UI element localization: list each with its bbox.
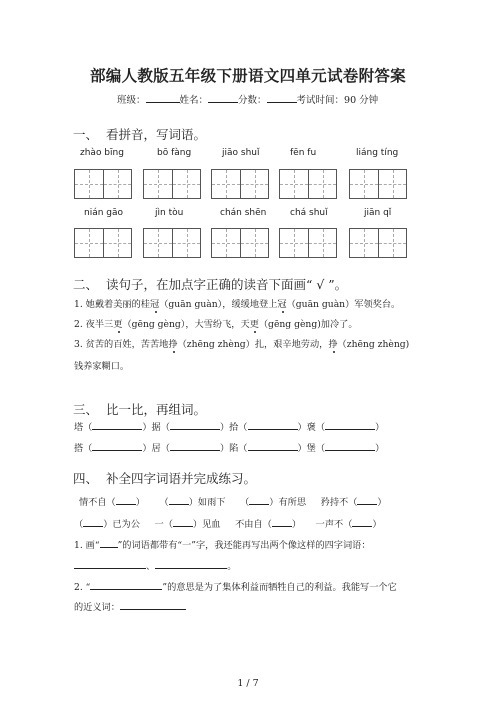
question-4-1-cont: 、 。 [74,559,236,573]
answer-blank[interactable] [325,420,375,430]
answer-blank[interactable] [173,517,193,527]
section-number: 二、 [73,277,99,292]
answer-blank[interactable] [92,441,142,451]
answer-blank[interactable] [248,420,298,430]
class-blank[interactable] [146,93,180,103]
pinyin-7: jìn tòu [155,208,184,218]
writing-grid[interactable] [349,228,407,258]
pinyin-3: jiāo shuǐ [222,148,260,158]
section-4-heading [73,469,256,487]
writing-grid[interactable] [211,228,269,258]
pinyin-1: zhào bīng [80,148,124,158]
answer-blank[interactable] [170,420,220,430]
section-1-heading [73,125,206,143]
answer-blank[interactable] [352,517,372,527]
writing-grid[interactable] [279,169,337,199]
time-label: 考试时间：90 分钟 [296,95,379,106]
answer-blank[interactable] [169,495,189,505]
name-blank[interactable] [208,93,238,103]
page-title: 部编人教版五年级下册语文四单元试卷附答案 [89,67,406,85]
dotted-char: 挣 [328,339,338,350]
pinyin-2: bō fàng [157,148,192,158]
dotted-char: 冠 [150,299,160,310]
answer-blank[interactable] [272,517,292,527]
answer-blank[interactable] [92,420,142,430]
score-label: 分数： [238,95,267,106]
question-4-2-cont: 的近义词： [74,600,186,614]
answer-blank[interactable] [100,538,118,548]
writing-grid[interactable] [279,228,337,258]
question-2-3: 3. 贫苦的百姓，苦苦地挣（zhēng zhèng）扎，艰辛地劳动，挣（zhēng zhèng) [74,339,410,350]
answer-blank[interactable] [74,559,146,569]
pinyin-4: fēn fu [290,148,317,158]
answer-blank[interactable] [90,580,162,590]
section-number: 三、 [73,402,99,417]
name-label: 姓名： [179,95,209,106]
section-title: 读句子，在加点字正确的读音下面画“ √ ”。 [105,277,348,292]
pinyin-9: chá shuǐ [290,208,328,218]
pinyin-6: nián gāo [84,208,124,218]
answer-blank[interactable] [83,517,103,527]
section-2-heading [73,275,347,293]
compare-row-1: 塔（ ）据（ ）拾（ ）褒（ ） [74,422,385,433]
answer-blank[interactable] [170,441,220,451]
question-2-1: 1. 她戴着美丽的桂冠（guān guàn），缓缓地登上冠（guān guàn）军领奖台。 [74,299,401,310]
section-title: 补全四字词语并完成练习。 [105,471,256,486]
section-title: 看拼音，写词语。 [105,127,206,142]
answer-blank[interactable] [120,600,186,610]
dotted-char: 冠 [277,299,287,310]
pinyin-5: liáng tíng [356,148,399,158]
dotted-char: 挣 [168,339,178,350]
compare-row-2: 搭（ ）居（ ）陷（ ）堡（ ） [74,443,385,454]
page-number: 1 / 7 [237,678,259,689]
pinyin-8: chán shēn [220,208,267,218]
writing-grid[interactable] [143,169,201,199]
writing-grid[interactable] [74,169,132,199]
idiom-row-2: （ ）已为公 一（ ）见血 不由自（ ） 一声不（ ） [74,519,382,530]
question-4-2: 2. “ ”的意思是为了集体利益而牺牲自己的利益。我能写一个它 [74,582,397,593]
writing-grid[interactable] [74,228,132,258]
pinyin-10: jiān qǐ [364,208,392,218]
section-number: 四、 [73,471,99,486]
student-info [117,92,378,106]
dotted-char: 更 [113,319,123,330]
answer-blank[interactable] [249,495,269,505]
score-blank[interactable] [267,93,297,103]
class-label: 班级： [117,95,146,106]
answer-blank[interactable] [116,495,136,505]
writing-grid[interactable] [349,169,407,199]
section-number: 一、 [73,127,99,142]
answer-blank[interactable] [155,559,227,569]
section-3-heading [73,400,206,418]
writing-grid[interactable] [143,228,201,258]
answer-blank[interactable] [357,495,377,505]
dotted-char: 更 [249,319,259,330]
question-2-2: 2. 夜半三更（gēng gèng），大雪纷飞，天更（gēng gèng)加冷了。 [74,319,358,330]
idiom-row-1: 情不自（ ） （ ）如雨下 （ ）有所思 矜持不（ ） [79,497,387,508]
answer-blank[interactable] [325,441,375,451]
section-title: 比一比，再组词。 [105,402,206,417]
question-2-3-cont: 钱养家糊口。 [74,361,130,372]
writing-grid[interactable] [211,169,269,199]
question-4-1: 1. 画“ ”的词语都带有“一”字，我还能再写出两个像这样的四字词语： [74,540,371,551]
answer-blank[interactable] [248,441,298,451]
